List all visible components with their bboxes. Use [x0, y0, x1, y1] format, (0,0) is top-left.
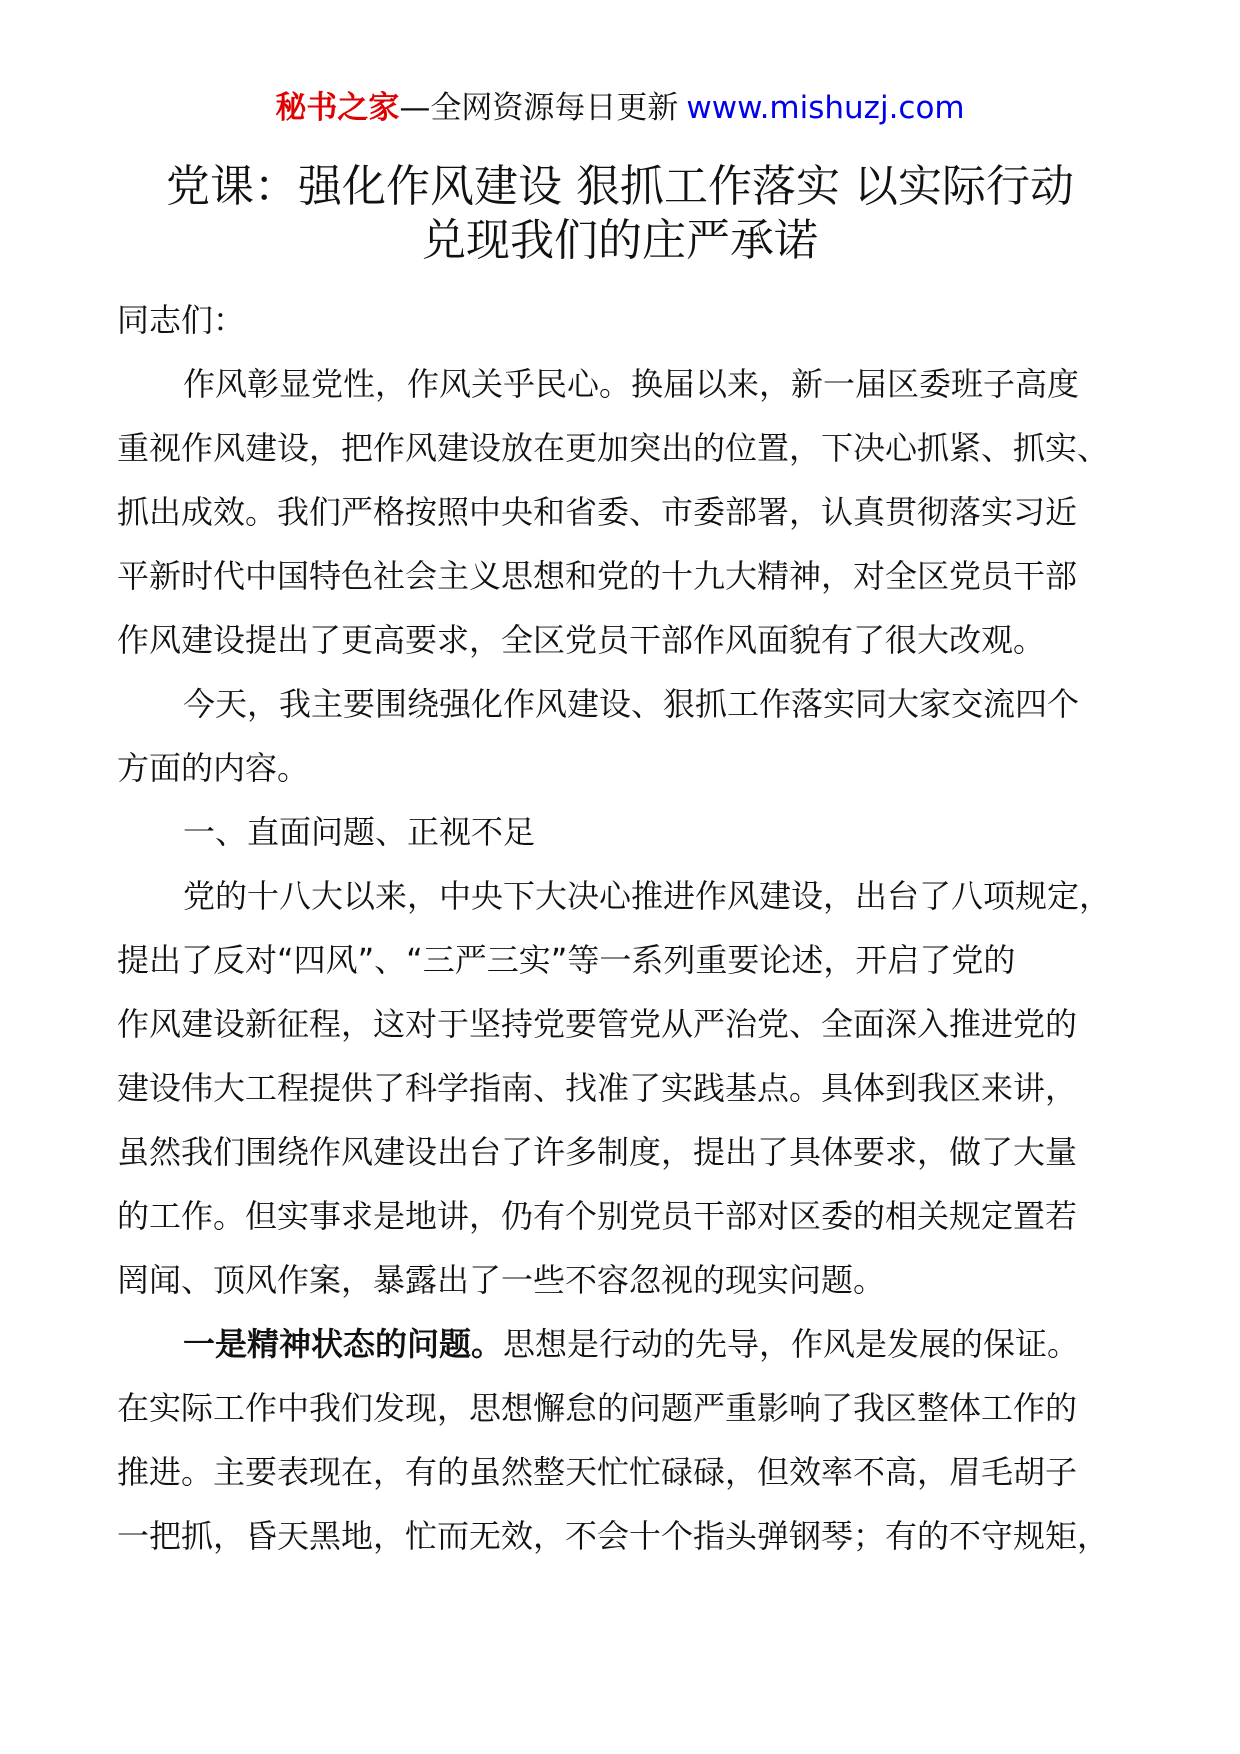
paragraph-line: 平新时代中国特色社会主义思想和党的十九大精神，对全区党员干部 [117, 557, 1078, 595]
paragraph-line: 推进。主要表现在，有的虽然整天忙忙碌碌，但效率不高，眉毛胡子 [117, 1453, 1078, 1491]
document-body [117, 288, 1127, 1568]
paragraph-line: 重视作风建设，把作风建设放在更加突出的位置，下决心抓紧、抓实、 [117, 429, 1110, 467]
paragraph-line: 抓出成效。我们严格按照中央和省委、市委部署，认真贯彻落实习近 [117, 493, 1078, 531]
paragraph-line: 提出了反对“四风”、“三严三实”等一系列重要论述，开启了党的 [117, 941, 1016, 979]
paragraph-line: 虽然我们围绕作风建设出台了许多制度，提出了具体要求，做了大量 [117, 1133, 1078, 1171]
paragraph-line: 作风彰显党性，作风关乎民心。换届以来，新一届区委班子高度 [183, 365, 1080, 403]
paragraph-line: 作风建设新征程，这对于坚持党要管党从严治党、全面深入推进党的 [117, 1005, 1078, 1043]
salutation: 同志们： [117, 301, 246, 339]
paragraph-line: 罔闻、顶风作案，暴露出了一些不容忽视的现实问题。 [117, 1261, 886, 1299]
title-line-2: 兑现我们的庄严承诺 [422, 215, 818, 266]
point-one-text: 思想是行动的先导，作风是发展的保证。 [503, 1325, 1080, 1363]
site-header [0, 86, 1240, 130]
paragraph-line: 的工作。但实事求是地讲，仍有个别党员干部对区委的相关规定置若 [117, 1197, 1078, 1235]
document-title [100, 160, 1140, 268]
site-url-link[interactable]: www.mishuzj.com [686, 90, 965, 126]
paragraph-line: 在实际工作中我们发现，思想懈怠的问题严重影响了我区整体工作的 [117, 1389, 1078, 1427]
point-one-line [117, 1312, 1127, 1376]
brand-name: 秘书之家 [275, 90, 400, 126]
paragraph-line: 党的十八大以来，中央下大决心推进作风建设，出台了八项规定， [183, 877, 1112, 915]
paragraph-line: 今天，我主要围绕强化作风建设、狠抓工作落实同大家交流四个 [183, 685, 1080, 723]
paragraph-line: 作风建设提出了更高要求，全区党员干部作风面貌有了很大改观。 [117, 621, 1046, 659]
paragraph-line: 一把抓，昏天黑地，忙而无效，不会十个指头弹钢琴；有的不守规矩， [117, 1517, 1110, 1555]
title-line-1: 党课：强化作风建设 狠抓工作落实 以实际行动 [166, 161, 1074, 212]
header-tagline: —全网资源每日更新 [399, 90, 679, 126]
point-one-heading: 一是精神状态的问题。 [183, 1325, 504, 1363]
paragraph-line: 建设伟大工程提供了科学指南、找准了实践基点。具体到我区来讲， [117, 1069, 1078, 1107]
paragraph-line: 方面的内容。 [117, 749, 310, 787]
section-heading: 一、直面问题、正视不足 [183, 813, 536, 851]
